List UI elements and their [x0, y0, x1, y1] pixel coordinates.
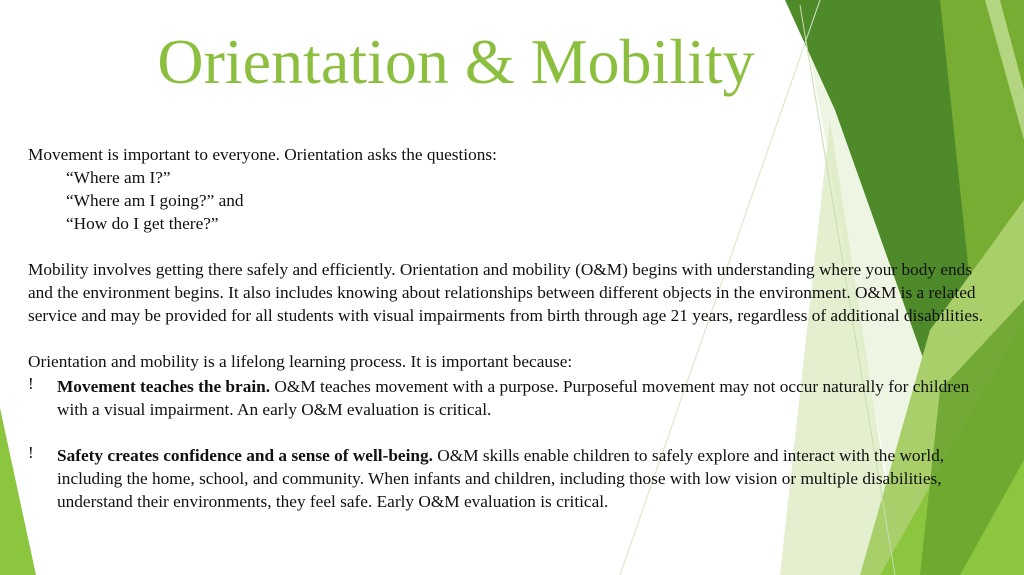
- question-item: “Where am I going?” and: [66, 191, 244, 210]
- question-item: “Where am I?”: [66, 168, 171, 187]
- spacer: [28, 421, 988, 444]
- mobility-paragraph: Mobility involves getting there safely and efficiently. Orientation and mobility (O&M) begins with understanding where your body ends and the environment begins. It also includes knowing about relationships between different objects in the environment. O&M is a related service and may be provided for all students with visual impairments from birth through age 21 years, regardless of additional disabilities.: [28, 260, 984, 325]
- lead-in-text: Orientation and mobility is a lifelong learning process. It is important because:: [28, 352, 573, 371]
- intro-text: Movement is important to everyone. Orientation asks the questions:: [28, 145, 497, 164]
- question-item: “How do I get there?”: [66, 214, 219, 233]
- bullet-heading: Movement teaches the brain.: [57, 377, 271, 396]
- bullet-item: [28, 375, 988, 421]
- slide-title: Orientation & Mobility: [157, 26, 755, 97]
- slide-body: [28, 143, 988, 513]
- bullet-text: O&M skills enable children to safely explore and interact with the world, including the home, school, and community. When infants and children, including those with low vision or multiple disabilities, understand their environments, they feel safe. Early O&M evaluation is critical.: [57, 446, 945, 511]
- bullet-heading: Safety creates confidence and a sense of well-being.: [57, 446, 433, 465]
- bullet-marker: !: [28, 443, 34, 462]
- spacer: [28, 327, 988, 350]
- bullet-marker: !: [28, 374, 34, 393]
- spacer: [28, 235, 988, 258]
- bullet-text: O&M teaches movement with a purpose. Purposeful movement may not occur naturally for children with a visual impairment. An early O&M evaluation is critical.: [57, 377, 970, 419]
- bullet-item: [28, 444, 988, 513]
